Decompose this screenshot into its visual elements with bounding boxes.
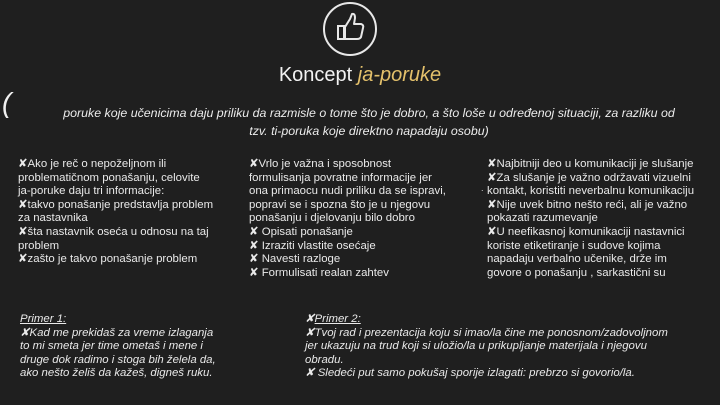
column-left-line: ✘zašto je takvo ponašanje problem [18, 253, 198, 266]
example-2-line: ✘Tvoj rad i prezentacija koju si imao/la čine me ponosnom/zadovoljnom [305, 326, 668, 339]
column-right-line: koriste etiketiranje i sudove kojima [487, 239, 661, 252]
column-middle-line: ✘ Navesti razloge [249, 253, 341, 266]
thumbs-up-icon [323, 2, 377, 56]
column-middle-line: ona primaocu nudi priliku da se ispravi, [249, 185, 446, 198]
column-right-line: napadaju verbalno učenike, drže im [487, 253, 667, 266]
column-right-line: pokazati razumevanje [487, 212, 598, 225]
column-middle [249, 158, 446, 280]
example-1-line: ✘Kad me prekidaš za vreme izlaganja [20, 326, 214, 339]
example-1-line: ako nešto želiš da kažeš, digneš ruku. [20, 367, 213, 380]
column-left-line: za nastavnika [18, 212, 88, 225]
subtitle [20, 104, 718, 140]
column-right [487, 158, 694, 280]
column-left-line: ja-poruke daju tri informacije: [18, 185, 165, 198]
column-left-line: problem [18, 239, 60, 252]
example-2-line: obradu. [305, 353, 344, 366]
title-plain: Koncept [278, 64, 358, 86]
example-2-heading: Primer 2: [314, 313, 361, 325]
column-right-line: ✘Za slušanje je važno održavati vizuelni [487, 171, 691, 184]
column-left [18, 158, 213, 267]
column-right-line: govore o ponašanju , sarkastični su [487, 266, 666, 279]
column-right-line: kontakt, koristiti neverbalnu komunikaciju [487, 185, 695, 198]
slide-title [0, 64, 720, 87]
column-left-line: problematičnom ponašanju, celovite [18, 171, 200, 184]
column-right-line: ✘Najbitniji deo u komunikaciji je slušanje [487, 158, 694, 170]
subtitle-line-2: tzv. ti-poruka koje direktno napadaju osobu) [249, 124, 489, 138]
example-2-line: ✘ Sledeći put samo pokušaj sporije izlagati: prebrzo si govorio/la. [305, 367, 635, 380]
subtitle-line-1: poruke koje učenicima daju priliku da razmisle o tome što je dobro, a što loše u određenoj situaciji, za razliku od [63, 106, 675, 120]
column-middle-line: popravi se i spozna što je u njegovu [249, 198, 431, 211]
example-2-line: jer ukazuju na trud koji si uložio/la u prikupljanje materijala i njegovu [305, 340, 647, 353]
example-1-heading: Primer 1: [20, 313, 67, 325]
example-2-mark: ✘ [305, 313, 315, 325]
example-1-line: to mi smeta jer time ometaš i mene i [20, 340, 203, 353]
column-left-line: ✘Ako je reč o nepoželjnom ili [18, 158, 167, 170]
column-middle-line: formulisanja povratne informacije jer [249, 171, 432, 184]
open-parenthesis: ( [2, 87, 12, 118]
column-middle-line: ponašanju i djelovanju bilo dobro [249, 212, 415, 225]
title-emphasis: ja-poruke [357, 64, 442, 86]
column-middle-line: ✘ Opisati ponašanje [249, 225, 353, 238]
column-right-line: ✘Nije uvek bitno nešto reći, ali je važno [487, 198, 688, 211]
column-left-line: ✘šta nastavnik oseća u odnosu na taj [18, 225, 209, 238]
example-2-heading-row [305, 313, 668, 327]
stray-dot: . [481, 183, 484, 193]
example-1 [20, 313, 216, 381]
column-middle-line: ✘ Formulisati realan zahtev [249, 266, 389, 279]
column-left-line: ✘takvo ponašanje predstavlja problem [18, 198, 214, 211]
example-2 [305, 313, 668, 381]
column-middle-line: ✘ Izraziti vlastite osećaje [249, 239, 376, 252]
example-1-line: druge dok radimo i stoga bih želela da, [20, 353, 216, 366]
column-right-line: ✘U neefikasnoj komunikaciji nastavnici [487, 225, 685, 238]
column-middle-line: ✘Vrlo je važna i sposobnost [249, 158, 392, 170]
